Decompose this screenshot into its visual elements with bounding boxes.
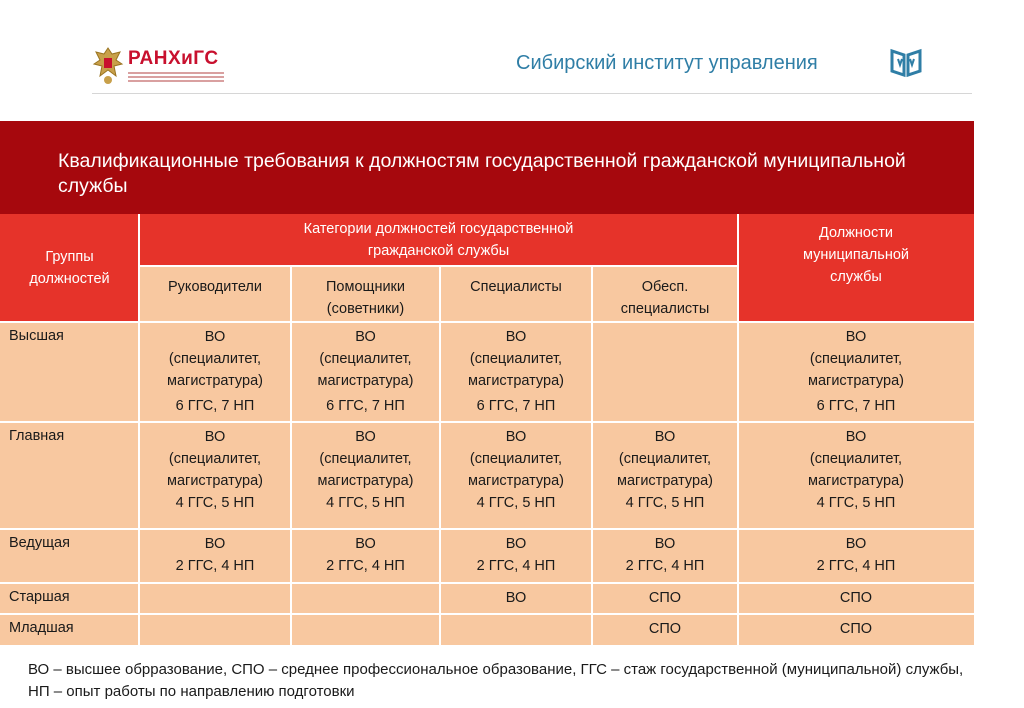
table-cell <box>291 583 440 614</box>
table-cell <box>139 583 291 614</box>
institute-name: Сибирский институт управления <box>516 52 818 74</box>
cell-line: ВО <box>355 536 376 552</box>
cell-line: (специалитет, <box>809 451 903 467</box>
grid-hline <box>0 321 974 323</box>
abbreviations-note: ВО – высшее обрразование, СПО – среднее профессиональное образование, ГГС – стаж государственной (муниципальной) службы, НП – опыт работы по направлению подготовки <box>28 661 964 700</box>
grid-vline <box>737 214 739 645</box>
subheader-assistants: Помощники (советники) <box>291 266 440 322</box>
cell-line: ВО <box>355 329 376 345</box>
municipal-header: Должности муниципальной службы <box>738 214 974 322</box>
cell-line: 4 ГГС, 5 НП <box>625 495 705 511</box>
cell-line: СПО <box>648 621 682 637</box>
table-cell <box>139 529 291 583</box>
cell-line: (специалитет, <box>469 351 563 367</box>
cell-line: СПО <box>839 621 873 637</box>
cell-line: (специалитет, <box>469 451 563 467</box>
cell-line: (специалитет, <box>809 351 903 367</box>
cell-line: 2 ГГС, 4 НП <box>476 558 556 574</box>
cell-line: магистратура) <box>468 473 564 489</box>
cell-line: 4 ГГС, 5 НП <box>175 495 255 511</box>
grid-hline <box>0 582 974 584</box>
subheader-support-specialists: Обесп. специалисты <box>592 266 738 322</box>
grid-vline <box>138 214 140 645</box>
cell-line: 6 ГГС, 7 НП <box>326 398 405 414</box>
table-cell <box>592 322 738 422</box>
cell-line: ВО <box>505 590 527 606</box>
cell-line: СПО <box>648 590 682 606</box>
subheader-specialists: Специалисты <box>440 266 592 322</box>
row-label: Высшая <box>0 322 139 422</box>
grid-hline <box>0 421 974 423</box>
table-cell <box>592 422 738 529</box>
table-cell <box>440 422 592 529</box>
groups-header: Группы должностей <box>0 214 139 322</box>
cell-line: (специалитет, <box>319 351 412 367</box>
table-cell <box>291 529 440 583</box>
cell-line: 4 ГГС, 5 НП <box>816 495 896 511</box>
cell-line: ВО <box>845 429 867 445</box>
cell-line: магистратура) <box>317 473 414 489</box>
cell-line: ВО <box>505 429 527 445</box>
table-cell <box>592 614 738 645</box>
cell-line: ВО <box>355 429 376 445</box>
cell-line: 6 ГГС, 7 НП <box>476 398 556 414</box>
grid-hline <box>0 528 974 530</box>
table-cell <box>139 422 291 529</box>
header-divider <box>92 93 972 94</box>
cell-line: ВО <box>204 329 226 345</box>
cell-line: 2 ГГС, 4 НП <box>816 558 896 574</box>
cell-line: (специалитет, <box>319 451 412 467</box>
table-cell <box>592 583 738 614</box>
title-banner <box>0 121 974 215</box>
open-book-icon <box>888 45 924 79</box>
cell-line: магистратура) <box>317 373 414 389</box>
cell-line: СПО <box>839 590 873 606</box>
cell-line: ВО <box>654 536 676 552</box>
row-label: Старшая <box>0 583 139 614</box>
table-cell <box>440 529 592 583</box>
cell-line: (специалитет, <box>618 451 712 467</box>
cell-line: 4 ГГС, 5 НП <box>476 495 556 511</box>
cell-line: 2 ГГС, 4 НП <box>625 558 705 574</box>
cell-line: 4 ГГС, 5 НП <box>326 495 405 511</box>
grid-hline <box>0 613 974 615</box>
table-cell <box>738 322 974 422</box>
cell-line: магистратура) <box>468 373 564 389</box>
table-cell <box>139 614 291 645</box>
cell-line: (специалитет, <box>168 351 262 367</box>
table-cell <box>592 529 738 583</box>
table-cell <box>440 322 592 422</box>
cell-line: магистратура) <box>167 373 263 389</box>
cell-line: магистратура) <box>617 473 713 489</box>
logo-title: РАНХиГС <box>128 47 219 69</box>
cell-line: магистратура) <box>808 373 904 389</box>
ranepa-logo <box>92 42 242 88</box>
cell-line: магистратура) <box>808 473 904 489</box>
subheader-leaders: Руководители <box>139 266 291 322</box>
cell-line: 2 ГГС, 4 НП <box>326 558 405 574</box>
logo-subtitle-lines <box>128 72 224 82</box>
row-label: Младшая <box>0 614 139 645</box>
cell-line: ВО <box>505 536 527 552</box>
eagle-emblem-icon <box>92 44 124 86</box>
cell-line: 2 ГГС, 4 НП <box>175 558 255 574</box>
row-label: Главная <box>0 422 139 529</box>
cell-line: (специалитет, <box>168 451 262 467</box>
table-cell <box>440 614 592 645</box>
table-cell <box>291 322 440 422</box>
cell-line: магистратура) <box>167 473 263 489</box>
cell-line: 6 ГГС, 7 НП <box>175 398 255 414</box>
qualification-table <box>0 214 974 645</box>
table-cell <box>738 614 974 645</box>
cell-line: ВО <box>505 329 527 345</box>
table-cell <box>738 583 974 614</box>
table-cell <box>139 322 291 422</box>
cell-line: 6 ГГС, 7 НП <box>816 398 896 414</box>
grid-hline <box>139 265 738 267</box>
page-title: Квалификационные требования к должностям государственной гражданской муниципальной службы <box>58 150 906 197</box>
cell-line: ВО <box>845 536 867 552</box>
table-cell <box>291 614 440 645</box>
cell-line: ВО <box>204 536 226 552</box>
cell-line: ВО <box>654 429 676 445</box>
table-cell <box>440 583 592 614</box>
cell-line: ВО <box>845 329 867 345</box>
row-label: Ведущая <box>0 529 139 583</box>
table-cell <box>738 529 974 583</box>
table-cell <box>738 422 974 529</box>
table-cell <box>291 422 440 529</box>
cell-line: ВО <box>204 429 226 445</box>
categories-header: Категории должностей государственной гражданской службы <box>139 214 738 266</box>
